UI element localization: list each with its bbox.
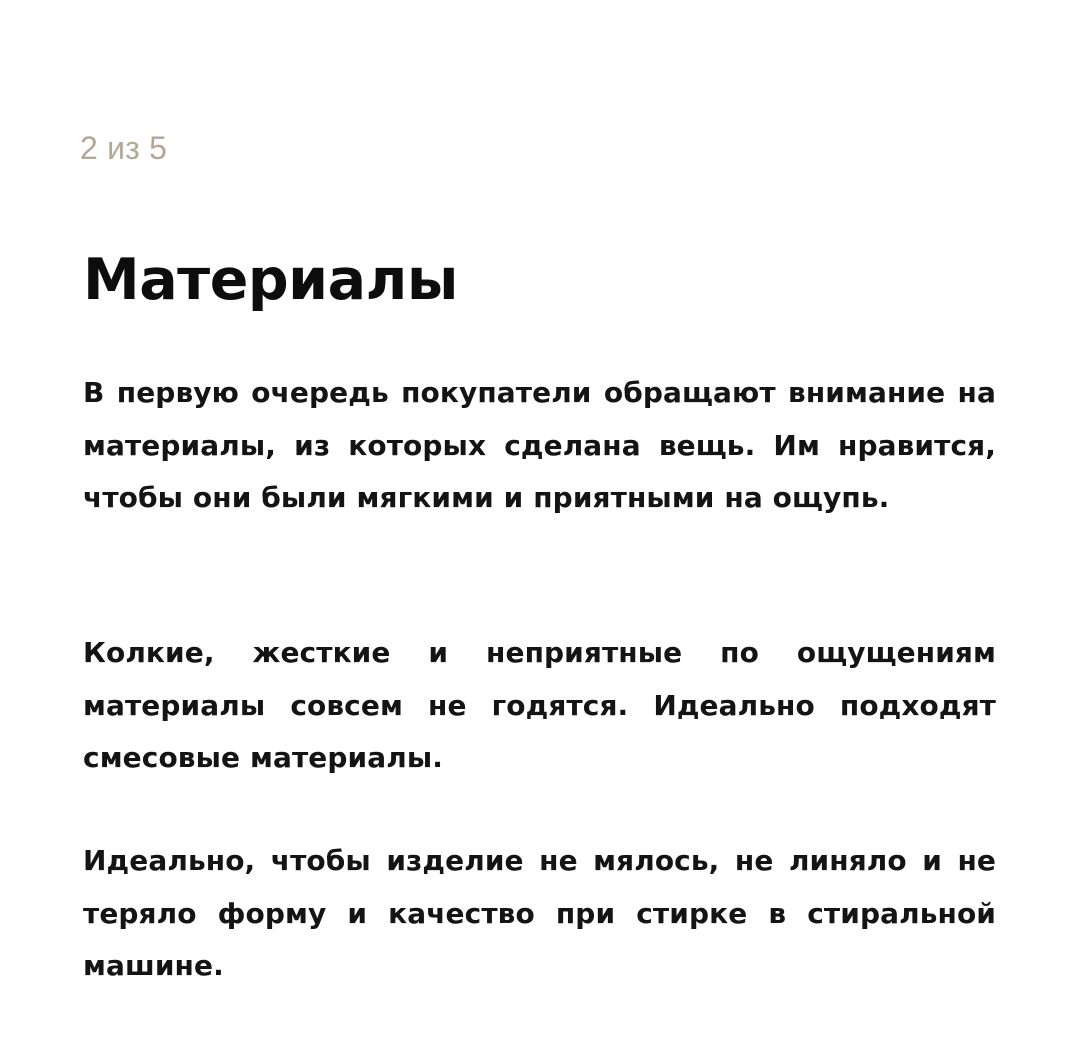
page-title: Материалы <box>83 247 458 313</box>
paragraph-1: В первую очередь покупатели обращают внимание на материалы, из которых сделана вещь. Им нравится, чтобы они были мягкими и приятными на ощупь. <box>83 376 996 514</box>
paragraph-3: Идеально, чтобы изделие не мялось, не линяло и не теряло форму и качество при стирке в стиральной машине. <box>83 844 996 982</box>
slide-counter: 2 из 5 <box>80 130 168 166</box>
paragraph-2: Колкие, жесткие и неприятные по ощущениям материалы совсем не годятся. Идеально подходят смесовые материалы. <box>83 636 996 774</box>
